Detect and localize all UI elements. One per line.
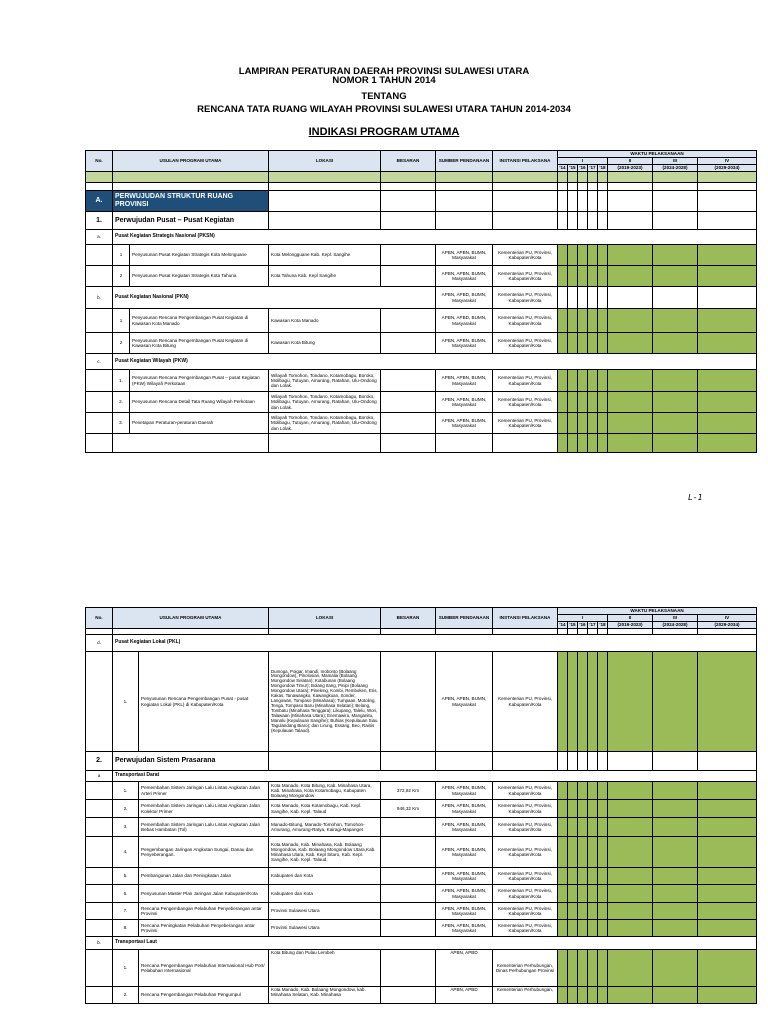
row-sumber: APBN, APBD, BUMN, Masyarakat [436, 309, 493, 333]
row-instansi: Kementerian PU, Provinsi, Kabupaten/Kota [493, 818, 558, 837]
table-row [86, 309, 757, 333]
col-header-range: (2029-2034) [698, 165, 757, 172]
row-usulan: Penyusunan Rencana Pengembangan Pusat – pusat Kegiatan (PKW) Wilayah Perkotaan [130, 370, 269, 392]
row-instansi: Kementerian PU, Provinsi, Kabupaten/Kota [493, 868, 558, 885]
row-sumber: APBN, APBN, BUMN, Masyarakat [436, 392, 493, 413]
row-number: 6. [113, 885, 139, 903]
row-sumber: APBN, APBN, BUMN, Masyarakat [436, 266, 493, 287]
section-title: Perwujudan Pusat – Pusat Kegiatan [113, 212, 269, 230]
col-header-waktu: WAKTU PELAKSANAAN [558, 151, 757, 158]
row-instansi: Kementerian PU, Provinsi, Kabupaten/Kota [493, 885, 558, 903]
col-header-besaran: BESARAN [381, 151, 436, 172]
col-header-period-2: II [608, 158, 653, 165]
row-sumber: APBN, APBN, BUMN, Masyarakat [436, 920, 493, 937]
row-usulan: Rencana Pengembangan Pelabuhan Pengumpul [139, 987, 269, 1004]
section-title: Perwujudan Sistem Prasarana [113, 752, 269, 771]
subsection-row [86, 230, 757, 245]
row-number: 1. [113, 370, 130, 392]
table-row [86, 920, 757, 937]
row-lokasi: Kabupaten dan Kota [269, 885, 381, 903]
row-instansi: Kementerian PU, Provinsi, Kabupaten/Kota [493, 652, 558, 752]
table-row [86, 333, 757, 354]
col-header-year: '18 [599, 622, 606, 628]
doc-title: INDIKASI PROGRAM UTAMA [308, 126, 460, 138]
row-usulan: Rencana Pengembangan Pelabuhan Penyeberangan antar Provinsi [139, 903, 269, 920]
row-sumber: APBN, APBN, BUMN, Masyarakat [436, 245, 493, 266]
row-number: 7. [113, 903, 139, 920]
row-number: 1. [113, 782, 139, 800]
col-header-year: '15 [569, 622, 576, 628]
subsection-title: Pusat Kegiatan Wilayah (PKW) [113, 354, 757, 370]
col-header-sumber: SUMBER PENDANAAN [436, 151, 493, 172]
subsection-title: Transportasi Laut [113, 937, 757, 950]
doc-header-line-3: TENTANG [361, 91, 407, 102]
table-row [86, 245, 757, 266]
subsection-code: c. [86, 354, 113, 370]
subsection-code: a. [86, 230, 113, 245]
row-sumber: APBN, APBN, BUMN, Masyarakat [436, 800, 493, 818]
col-header-range: (2019-2023) [608, 622, 653, 629]
row-sumber: APBN, APBN, BUMN, Masyarakat [436, 885, 493, 903]
row-instansi: Kementerian PU, Provinsi, Kabupaten/Kota [493, 903, 558, 920]
col-header-period-1: I [558, 615, 608, 622]
row-besaran: 946,32 Km [381, 800, 436, 818]
subsection-row [86, 937, 757, 950]
table-row [86, 392, 757, 413]
row-lokasi: Kota Melongguane Kab. Kepl. Sangihe [269, 245, 381, 266]
subsection-row [86, 771, 757, 782]
col-header-range: (2024-2028) [653, 165, 698, 172]
spacer-row [86, 183, 757, 191]
row-usulan: Penetapan Peraturan-peraturan Daerah [130, 413, 269, 434]
subsection-row [86, 354, 757, 370]
row-number: 3. [113, 413, 130, 434]
subsection-title: Transportasi Darat [113, 771, 757, 782]
row-usulan: Penyusunan Rencana Pengembangan Pusat Kegiatan di Kawasan Kota Bitung [130, 333, 269, 354]
row-usulan: Pemembahan Sistem Jaringan Lalu Lintas Angkutan Jalan Arteri Primer [139, 782, 269, 800]
row-number: 2. [113, 987, 139, 1004]
col-header-year: '16 [579, 165, 586, 171]
row-instansi: Kementerian PU, Provinsi, Kabupaten/Kota [493, 837, 558, 868]
table-row [86, 782, 757, 800]
table-row [86, 903, 757, 920]
row-instansi: Kementerian PU, Provinsi, Kabupaten/Kota [493, 413, 558, 434]
row-instansi: Kementerian PU, Provinsi, Kabupaten/Kota [493, 266, 558, 287]
col-header-lokasi: LOKASI [269, 608, 381, 629]
section-1-row [86, 212, 757, 230]
doc-header-line-4: RENCANA TATA RUANG WILAYAH PROVINSI SULAWESI UTARA TAHUN 2014-2034 [197, 104, 571, 115]
col-header-sumber: SUMBER PENDANAAN [436, 608, 493, 629]
spacer-row [86, 172, 757, 183]
row-sumber: APBN, APBN, BUMN, Masyarakat [436, 868, 493, 885]
row-lokasi: Kabupaten dan Kota [269, 868, 381, 885]
row-sumber: APBN, APBD [436, 987, 493, 1004]
table-row [86, 652, 757, 752]
row-lokasi: Wilayah Tomohon, Tondano, Kotamobagu, Boroko, Molibagu, Tutuyan, Amurang, Ratahan, Ulu-Ondong dan Lolak. [269, 370, 381, 392]
row-lokasi: Wilayah Tomohon, Tondano, Kotamobagu, Boroko, Molibagu, Tutuyan, Amurang, Ratahan, Ulu-Ondong dan Lolak. [269, 413, 381, 434]
row-sumber: APBN, APBD [436, 950, 493, 987]
row-lokasi: Kawasan Kota Manado [269, 309, 381, 333]
col-header-range: (2024-2028) [653, 622, 698, 629]
row-sumber: APBN, APBN, BUMN, Masyarakat [436, 818, 493, 837]
subsection-row [86, 635, 757, 652]
page-number: L-1 [688, 493, 703, 502]
row-number: 2 [113, 266, 130, 287]
row-instansi: Kementerian PU, Provinsi, Kabupaten/Kota [493, 287, 558, 309]
row-number: 3. [113, 818, 139, 837]
subsection-row [86, 287, 757, 309]
row-instansi: Kementerian Perhubungan, Dinas Perhubungan Provinsi [493, 950, 558, 987]
row-sumber: APBN, APBN, BUMN, Masyarakat [436, 370, 493, 392]
section-code: 1. [86, 212, 113, 230]
col-header-year: '14 [559, 622, 566, 628]
row-instansi: Kementerian PU, Provinsi, Kabupaten/Kota [493, 370, 558, 392]
row-usulan: Penyusunan Rencana Detail Tata Ruang Wilayah Perkotaan [130, 392, 269, 413]
col-header-no: No. [86, 151, 113, 172]
row-usulan: Pembangunan Jalan dan Peningkatan Jalan [139, 868, 269, 885]
row-lokasi: Provinsi Sulawesi Utara [269, 920, 381, 937]
col-header-year: '14 [559, 165, 566, 171]
col-header-usulan: USULAN PROGRAM UTAMA [113, 608, 269, 629]
row-sumber: APBN, APBD, BUMN, Masyarakat [436, 287, 493, 309]
row-number: 8. [113, 920, 139, 937]
doc-header-line-2: NOMOR 1 TAHUN 2014 [332, 75, 436, 86]
row-number: 1. [113, 652, 139, 752]
row-usulan: Pengembangan Jaringan Angkutan Sungai, Danau dan Penyeberangan. [139, 837, 269, 868]
spacer-row [86, 434, 757, 453]
row-sumber: APBN, APBN, BUMN, Masyarakat [436, 837, 493, 868]
row-number: 4. [113, 837, 139, 868]
program-table-page-1 [85, 150, 757, 453]
row-instansi: Kementerian Perhubungan, [493, 987, 558, 1004]
col-header-year: '17 [589, 165, 596, 171]
subsection-code: d. [86, 635, 113, 652]
col-header-no: No. [86, 608, 113, 629]
row-usulan: Pemembahan Sistem Jaringan Lalu Lintas Angkutan Jalan Bebas Hambatan (Tol) [139, 818, 269, 837]
row-usulan: Penyusunan Rencana Pengembangan Pusat - pusat Kegiatan Lokal (PKL) di Kabupaten/Kota [139, 652, 269, 752]
row-lokasi: Kota Tahuna Kab. Kepl Sangihe [269, 266, 381, 287]
row-instansi: Kementerian PU, Provinsi, Kabupaten/Kota [493, 245, 558, 266]
row-number: 2 [113, 333, 130, 354]
row-instansi: Kementerian PU, Provinsi, Kabupaten/Kota [493, 782, 558, 800]
col-header-period-2: II [608, 615, 653, 622]
row-sumber: APBN, APBN, BUMN, Masyarakat [436, 413, 493, 434]
section-2-row [86, 752, 757, 771]
row-number: 2. [113, 392, 130, 413]
col-header-range: (2019-2023) [608, 165, 653, 172]
row-lokasi: Dumoga, Poigar, Imandi, Inobonto (Bolaang Mongondow), Pinolosian, Mamalia (Bolaang Mongondow Selatan); Kotabunan (Bolaang Mongondow Timur); Bolang Itang, Pinipi (Bolaang Mongondow Utara); Pineleng, Kombi, Remboken, Eris, Kakas, Tanawangko, Kawangkoan, Sonder, Langowan, Tompaso (Minahasa); Tumpaan, Motoling, Tenga, Tompaso Baru (Minahasa Selatan); Belang, Tombatu (Minahasa Tenggara); Likupang, Talelu, Wori, Talawaan (Minahasa Utara); Enemawira, Manganitu, Manalu (Kepulauan Sangihe); Buhias (Kepulauan Siau Tagulandang Biaro); dan Lirung, Essang, Beo, Rainis (Kepulauan Talaud). [269, 652, 381, 752]
subsection-code: b. [86, 287, 113, 309]
col-header-besaran: BESARAN [381, 608, 436, 629]
col-header-year: '17 [589, 622, 596, 628]
table-row [86, 266, 757, 287]
col-header-waktu: WAKTU PELAKSANAAN [558, 608, 757, 615]
col-header-year: '15 [569, 165, 576, 171]
row-sumber: APBN, APBN, BUMN, Masyarakat [436, 333, 493, 354]
row-instansi: Kementerian PU, Provinsi, Kabupaten/Kota [493, 333, 558, 354]
table-row [86, 818, 757, 837]
section-a-row [86, 191, 757, 212]
col-header-period-3: III [653, 615, 698, 622]
row-usulan: Pemembahan Sistem Jaringan Lalu Lintas Angkutan Jalan Kolektor Primer [139, 800, 269, 818]
row-usulan: Penyusunan Rencana Pengembangan Pusat Kegiatan di Kawasan Kota Manado [130, 309, 269, 333]
col-header-period-1: I [558, 158, 608, 165]
table-row [86, 370, 757, 392]
subsection-code: b. [86, 937, 113, 950]
row-lokasi: Kota Manado, Kab. Bolaang Mongondow, kab. Minahasa Selatan, Kab. Minahasa [269, 987, 381, 1004]
table-row [86, 868, 757, 885]
row-lokasi: Kota Bitung dan Pulau Lembeh [269, 950, 381, 987]
row-usulan: Rencana Peningkatan Pelabuhan Penyeberangan antar Provinsi [139, 920, 269, 937]
table-row [86, 800, 757, 818]
row-instansi: Kementerian PU, Provinsi, Kabupaten/Kota [493, 800, 558, 818]
table-row [86, 950, 757, 987]
row-number: 5. [113, 868, 139, 885]
row-lokasi: Kawasan Kota Bitung [269, 333, 381, 354]
table-row [86, 413, 757, 434]
row-usulan: Penyusunan Master Plan Jaringan Jalan Kabupaten/Kota [139, 885, 269, 903]
row-lokasi: Wilayah Tomohon, Tondano, Kotamobagu, Boroko, Molibagu, Tutuyan, Amurang, Ratahan, Ulu-Ondong dan Lolak. [269, 392, 381, 413]
col-header-period-4: IV [698, 615, 757, 622]
col-header-period-3: III [653, 158, 698, 165]
row-number: 1. [113, 950, 139, 987]
subsection-code: a [86, 771, 113, 782]
row-usulan: Rencana Pengembangan Pelabuhan Internasional Hub Port/ Pelabuhan Internasional [139, 950, 269, 987]
row-lokasi: Kota Manado, Kab. Minahasa, Kab. Bolaang Mongondow, Kab. Bolaang Mongondow Utara,Kab. Minahasa Utara, Kab. Kepl Sitaro, Kab. Kepl. Sangihe, Kab. Kepl. Talaud. [269, 837, 381, 868]
row-number: 2. [113, 800, 139, 818]
row-lokasi: Kota Manado, Kota Kotamobagu, Kab. Kepl. Sangihe, Kab. Kepl. Talaud [269, 800, 381, 818]
row-usulan: Penyusunan Pusat Kegiatan Strategis Kota Tahuna [130, 266, 269, 287]
row-besaran: 372,92 Km [381, 782, 436, 800]
col-header-lokasi: LOKASI [269, 151, 381, 172]
row-number: 1 [113, 309, 130, 333]
row-sumber: APBN, APBN, BUMN, Masyarakat [436, 652, 493, 752]
table-row [86, 885, 757, 903]
col-header-period-4: IV [698, 158, 757, 165]
section-title: PERWUJUDAN STRUKTUR RUANG PROVINSI [113, 191, 269, 212]
row-lokasi: Kota Manado, Kota Bitung, Kab. Minahasa Utara, Kab. Minahasa, Kota Kotamobagu, Kabupaten Bolaang Mongondow [269, 782, 381, 800]
subsection-title: Pusat Kegiatan Lokal (PKL) [113, 635, 757, 652]
doc-header-line-1: LAMPIRAN PERATURAN DAERAH PROVINSI SULAWESI UTARA [238, 66, 530, 77]
col-header-instansi: INSTANSI PELAKSANA [493, 608, 558, 629]
row-usulan: Penyusunan Pusat Kegiatan Strategis Kota Melonguane [130, 245, 269, 266]
table-row [86, 837, 757, 868]
row-sumber: APBN, APBN, BUMN, Masyarakat [436, 782, 493, 800]
section-code: A. [86, 191, 113, 212]
row-instansi: Kementerian PU, Provinsi, Kabupaten/Kota [493, 920, 558, 937]
col-header-instansi: INSTANSI PELAKSANA [493, 151, 558, 172]
subsection-title: Pusat Kegiatan Strategis Nasional (PKSN) [113, 230, 757, 245]
col-header-range: (2029-2034) [698, 622, 757, 629]
row-instansi: Kementerian PU, Provinsi, Kabupaten/Kota [493, 309, 558, 333]
col-header-year: '18 [599, 165, 606, 171]
col-header-year: '16 [579, 622, 586, 628]
subsection-title: Pusat Kegiatan Nasional (PKN) [113, 287, 436, 309]
row-lokasi: Manado-Bitung, Manado-Tomohon, Tomohon-Amurang, Amurang-Ratya, Kairagi-Mapanget [269, 818, 381, 837]
program-table-page-2 [85, 607, 757, 1004]
row-sumber: APBN, APBN, BUMN, Masyarakat [436, 903, 493, 920]
table-row [86, 987, 757, 1004]
row-lokasi: Provinsi Sulawesi Utara [269, 903, 381, 920]
section-code: 2. [86, 752, 113, 771]
row-instansi: Kementerian PU, Provinsi, Kabupaten/Kota [493, 392, 558, 413]
row-number: 1 [113, 245, 130, 266]
col-header-usulan: USULAN PROGRAM UTAMA [113, 151, 269, 172]
